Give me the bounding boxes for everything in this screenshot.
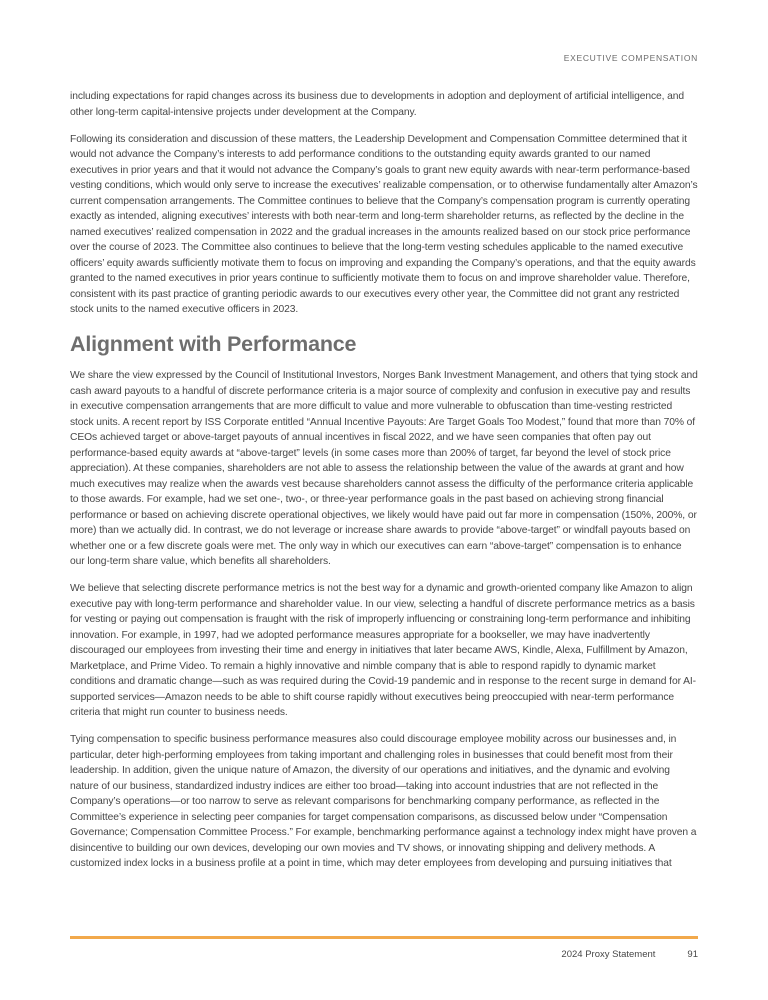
body-paragraph: Tying compensation to specific business performance measures also could discourage employee mobility across our businesses and, in particular, deter high-performing employees from taking important and challenging roles in businesses that could benefit most from their leadership. In addition, given the unique nature of Amazon, the diversity of our operations and initiatives, and the dynamic and evolving nature of our business, standardized industry indices are either too broad—taking into account industries that are not reflected in the Company’s operations—or too narrow to serve as relevant comparisons for benchmarking company performance, as reflected in the Committee’s experience in selecting peer companies for target compensation comparisons, as discussed below under “Compensation Governance; Compensation Committee Process.” For example, benchmarking performance against a technology index might have proven a disincentive to building our own devices, developing our own movies and TV shows, or innovating shipping and delivery methods. A customized index locks in a business profile at a point in time, which may deter employees from developing and pursuing initiatives that [70,734,697,869]
body-paragraph: Following its consideration and discussion of these matters, the Leadership Development and Compensation Committee determined that it would not advance the Company’s interests to add performance conditions to the outstanding equity awards granted to our named executives in prior years and that it would not advance the Company’s goals to grant new equity awards with near-term performance-based vesting conditions, which would only serve to increase the executives’ realizable compensation, or to otherwise fundamentally alter Amazon’s current compensation arrangements. The Committee continues to believe that the Company’s compensation program is currently operating exactly as intended, aligning executives’ interests with both near-term and long-term shareholder returns, as reflected by the decline in the named executives’ realized compensation in 2022 and the gradual increases in the amounts realized based on our stock price performance over the course of 2023. The Committee also continues to believe that the long-term vesting schedules applicable to the named executive officers’ equity awards sufficiently motivate them to focus on improving and expanding the Company’s operations, and that the equity awards granted to the named executives in prior years continue to sufficiently motivate them to focus on and improve shareholder value. Therefore, consistent with its past practice of granting periodic awards to our executives every other year, the Committee did not grant any restricted stock units to the named executive officers in 2023. [70,133,698,315]
body-paragraph: We share the view expressed by the Council of Institutional Investors, Norges Bank Investment Management, and others that tying stock and cash award payouts to a handful of discrete performance criteria is a major source of complexity and confusion in executive pay and results in executive compensation arrangements that are more difficult to value and more vulnerable to obfuscation than time-vesting restricted stock units. A recent report by ISS Corporate entitled “Annual Incentive Payouts: Are Target Goals Too Modest,” found that more than 70% of CEOs achieved target or above-target payouts of annual incentives in fiscal 2022, and we have seen companies that often pay out performance-based equity awards at “above-target” levels (in some cases more than 200% of target, far beyond the level of stock price appreciation). At these companies, shareholders are not able to assess the relationship between the value of the awards at grant and how much executives may realize when the awards vest because shareholders cannot assess the difficulty of the performance criteria applicable to those awards. For example, had we set one-, two-, or three-year performance goals in the past based on achieving strong financial performance or based on achieving discrete operational objectives, we likely would have paid out far more in compensation (150%, 200%, or more) than we actually did. In contrast, we do not leverage or increase share awards to provide “above-target” or windfall payouts based on whether one or a few discrete goals were met. The only way in which our executives can earn “above-target” compensation is to enhance our long-term share value, which benefits all shareholders. [70,370,698,567]
footer-document-title: 2024 Proxy Statement [561,948,656,960]
page-footer [70,936,698,960]
running-header: EXECUTIVE COMPENSATION [563,53,698,63]
footer-text-row [70,949,698,960]
footer-page-number: 91 [687,948,698,960]
body-paragraph: including expectations for rapid changes across its business due to developments in adoption and deployment of artificial intelligence, and other long-term capital-intensive projects under development at the Company. [70,91,685,118]
body-paragraph: We believe that selecting discrete performance metrics is not the best way for a dynamic and growth-oriented company like Amazon to align executive pay with long-term performance and shareholder value. In our view, selecting a handful of discrete performance metrics as a basis for vesting or paying out compensation is fraught with the risk of improperly influencing or constraining long-term performance and inhibiting innovation. For example, in 1997, had we adopted performance measures appropriate for a bookseller, we may have inadvertently discouraged our employees from investing their time and energy in initiatives that later became AWS, Kindle, Alexa, Fulfillment by Amazon, Marketplace, and Prime Video. To remain a highly innovative and nimble company that is able to respond rapidly to dynamic market conditions and dramatic change—such as was required during the Covid-19 pandemic and in response to the recent surge in demand for AI-supported services—Amazon needs to be able to shift course rapidly without executives being preoccupied with near-term performance criteria that might run counter to business needs. [70,583,696,718]
footer-accent-rule [70,936,698,939]
section-heading: Alignment with Performance [70,331,357,356]
